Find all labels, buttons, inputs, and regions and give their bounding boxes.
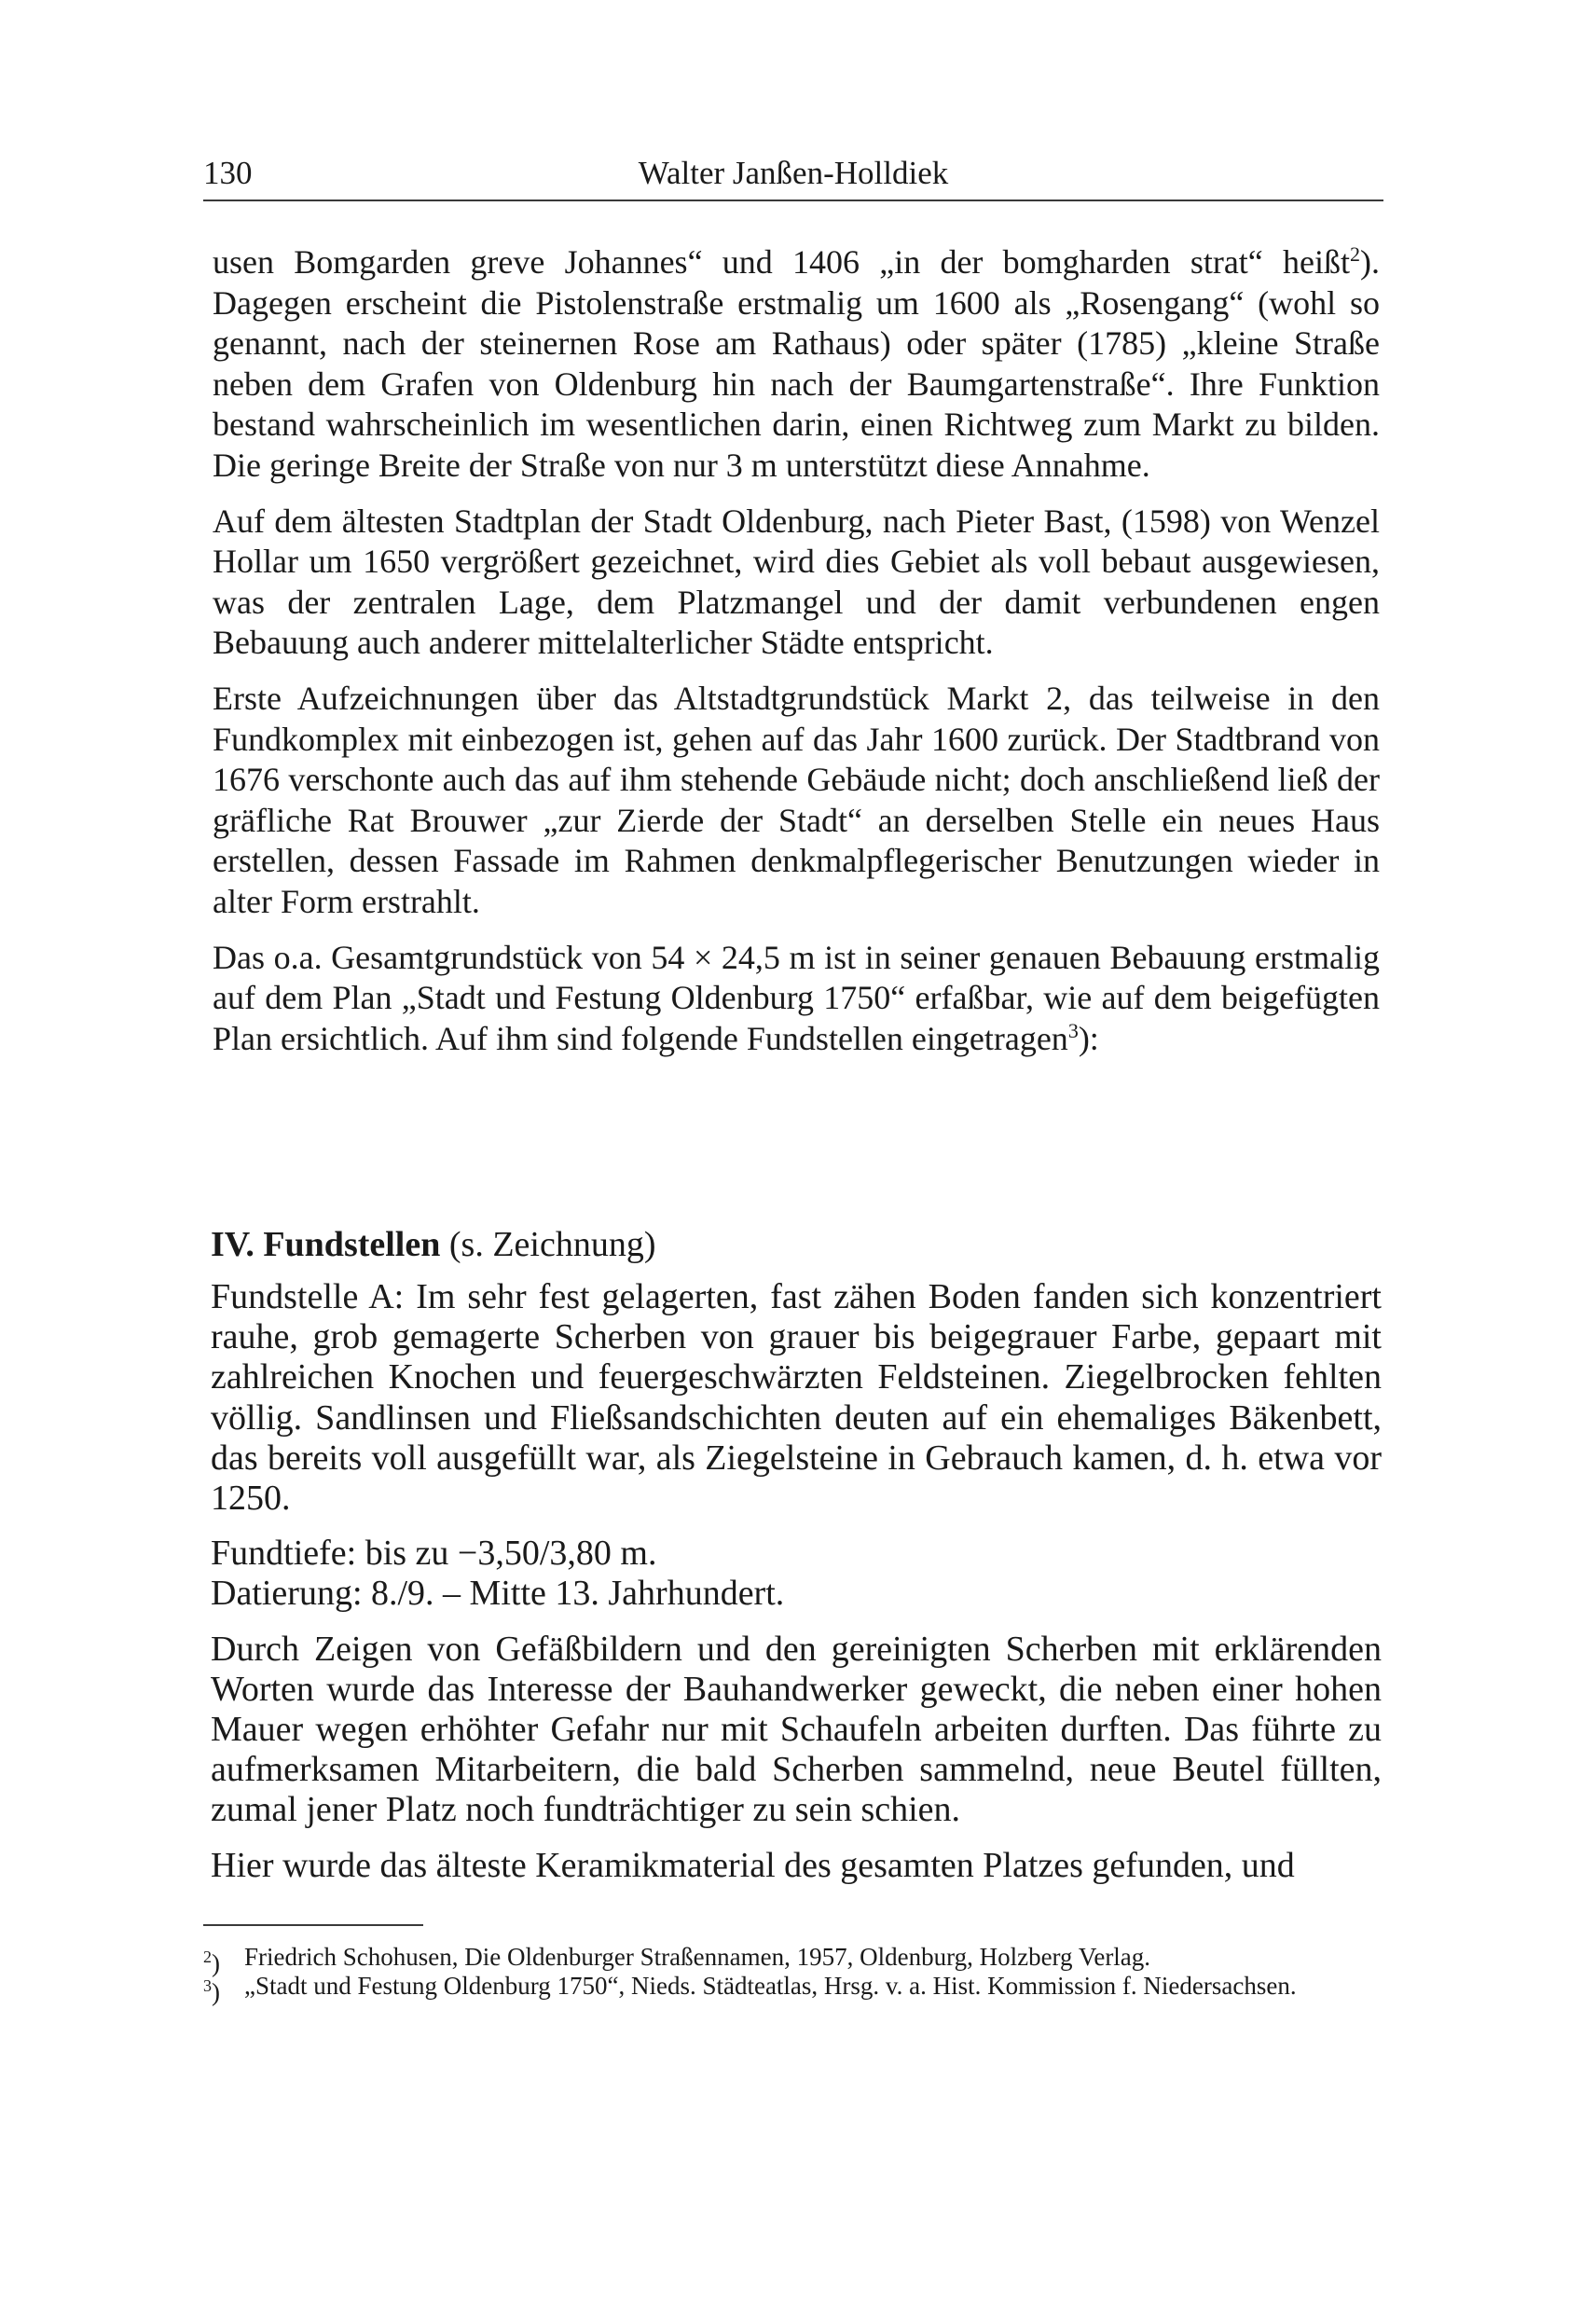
finding-a-paragraph: Fundstelle A: Im sehr fest gelagerten, fast zähen Boden fanden sich konzentriert rauhe, grob gemagerte Scherben von grauer bis beigegrauer Farbe, gepaart mit zahlreichen Knochen und feuergeschwärzten Feldsteinen. Ziegelbrocken fehlten völlig. Sandlinsen und Fließsandschichten deuten auf ein ehemaliges Bäkenbett, das bereits voll ausgefüllt war, als Ziegelsteine in Gebrauch kamen, d. h. etwa vor 1250. [211, 1277, 1382, 1519]
footnotes [203, 1943, 1387, 2006]
paragraph-1-tail: ). Dagegen erscheint die Pistolenstraße erstmalig um 1600 als „Rosengang“ (wohl so genannt, nach der steinernen Rose am Rathaus) oder später (1785) „kleine Straße neben dem Grafen von Oldenburg hin nach der Baumgartenstraße“. Ihre Funktion bestand wahrscheinlich im wesentlichen darin, einen Richtweg zum Markt zu bilden. Die geringe Breite der Straße von nur 3 m unterstützt diese Annahme. [213, 243, 1380, 484]
paragraph-1 [213, 242, 1380, 487]
running-head [203, 153, 1383, 201]
footnote-2 [203, 1943, 1387, 1977]
footnote-mark-number: 2 [203, 1947, 212, 1966]
findings-text [211, 1277, 1382, 1901]
footnote-ref-3: 3 [1067, 1018, 1079, 1042]
paragraph-2: Auf dem ältesten Stadtplan der Stadt Oldenburg, nach Pieter Bast, (1598) von Wenzel Hollar um 1650 vergrößert gezeichnet, wird dies Gebiet als voll bebaut ausgewiesen, was der zentralen Lage, dem Platzmangel und der damit verbundenen engen Bebauung auch anderer mittelalterlicher Städte entspricht. [213, 502, 1380, 662]
footnote-text: Friedrich Schohusen, Die Oldenburger Straßennamen, 1957, Oldenburg, Holzberg Verlag. [244, 1943, 1151, 1971]
findings-paragraph-3: Durch Zeigen von Gefäßbildern und den gereinigten Scherben mit erklärenden Worten wurde das Interesse der Bauhandwerker geweckt, die neben einer hohen Mauer wegen erhöhter Gefahr nur mit Schaufeln arbeiten durften. Das führte zu aufmerksamen Mitarbeitern, die bald Scherben sammelnd, neue Beutel füllten, zumal jener Platz noch fundträchtiger zu sein schien. [211, 1629, 1382, 1830]
footnote-text: „Stadt und Festung Oldenburg 1750“, Nieds. Städteatlas, Hrsg. v. a. Hist. Kommission f. Niedersachsen. [244, 1972, 1297, 2000]
footnote-ref-2: 2 [1350, 242, 1360, 266]
section-heading-title: IV. Fundstellen [211, 1225, 441, 1264]
paragraph-4-text: Das o.a. Gesamtgrundstück von 54 × 24,5 m ist in seiner genauen Bebauung erstmalig auf dem Plan „Stadt und Festung Oldenburg 1750“ erfaßbar, wie auf dem beigefügten Plan ersichtlich. Auf ihm sind folgende Fundstellen eingetragen [213, 938, 1380, 1057]
paragraph-4-tail: ): [1078, 1019, 1099, 1057]
paragraph-4 [213, 938, 1380, 1060]
footnote-mark: $^2$) [203, 1947, 220, 1977]
finding-a-details [211, 1534, 1382, 1614]
paragraph-3: Erste Aufzeichnungen über das Altstadtgrundstück Markt 2, das teilweise in den Fundkomplex mit einbezogen ist, gehen auf das Jahr 1600 zurück. Der Stadtbrand von 1676 verschonte auch das auf ihm stehende Gebäude nicht; doch anschließend ließ der gräfliche Rat Brouwer „zur Zierde der Stadt“ an derselben Stelle ein neues Haus erstellen, dessen Fassade im Rahmen denkmalpflegerischer Benutzungen wieder in alter Form erstrahlt. [213, 679, 1380, 920]
finding-depth: Fundtiefe: bis zu −3,50/3,80 m. [211, 1534, 657, 1574]
findings-paragraph-4: Hier wurde das älteste Keramikmaterial des gesamten Platzes gefunden, und [211, 1845, 1295, 1885]
finding-dating: Datierung: 8./9. – Mitte 13. Jahrhundert. [211, 1574, 785, 1614]
footnote-mark: $^3$) [203, 1976, 220, 2006]
section-heading-note: (s. Zeichnung) [440, 1225, 656, 1264]
footnote-mark-number: 3 [203, 1976, 212, 1995]
page-number: 130 [203, 155, 253, 191]
main-text [213, 242, 1380, 1074]
footnote-divider [203, 1924, 423, 1926]
paragraph-1-text: usen Bomgarden greve Johannes“ und 1406 „in der bomgharden strat“ heißt [213, 243, 1350, 281]
section-heading [211, 1223, 655, 1266]
footnote-3 [203, 1972, 1387, 2006]
running-title: Walter Janßen-Holldiek [638, 155, 949, 191]
